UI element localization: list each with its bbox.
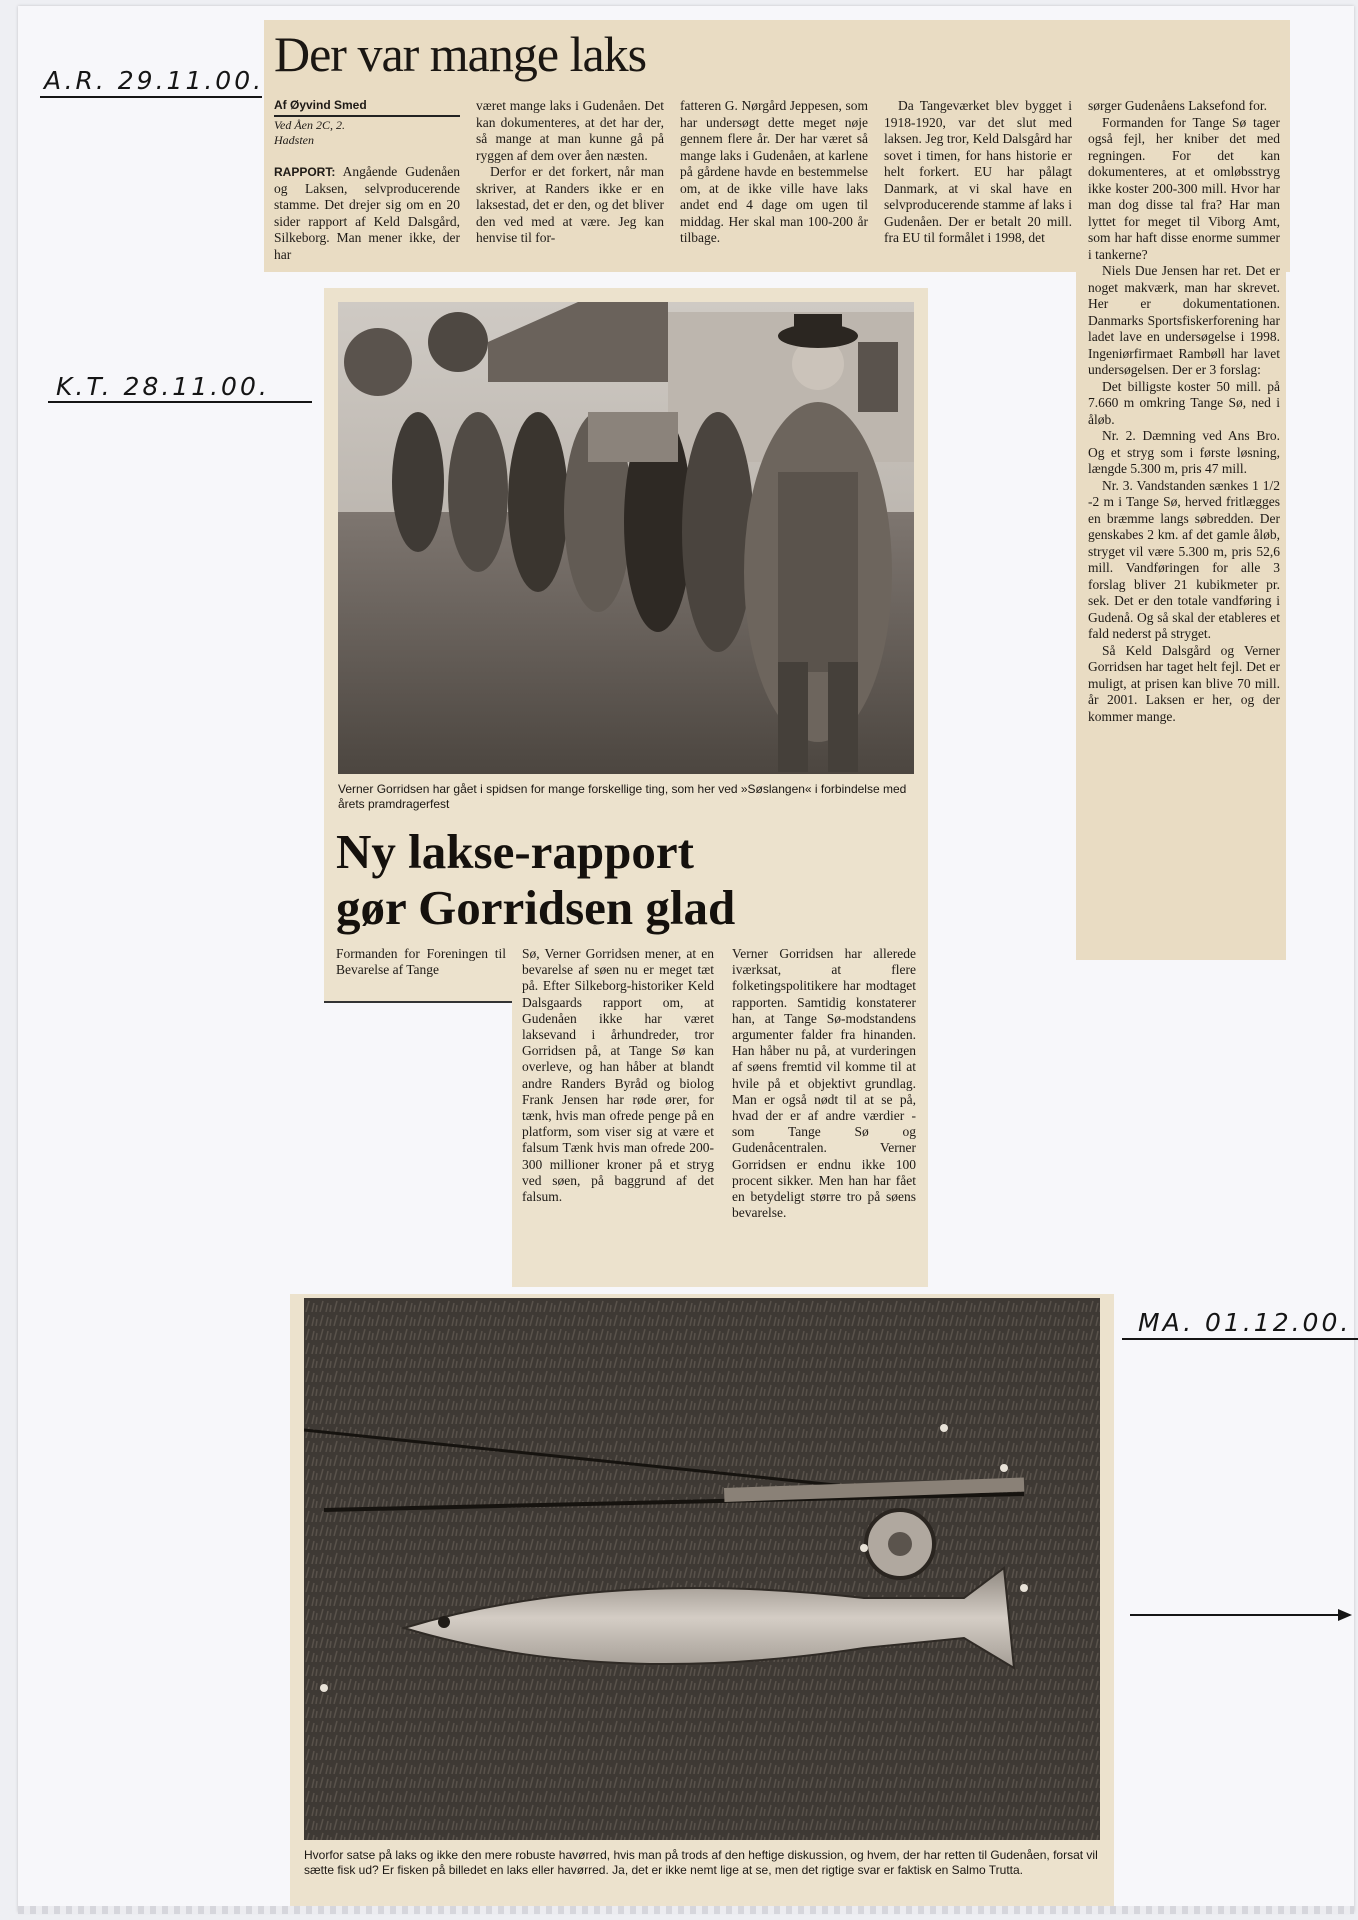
- article2-column-1: Formanden for Foreningen til Bevarelse af Tange: [336, 946, 506, 978]
- parade-photo-caption: Verner Gorridsen har gået i spidsen for mange forskellige ting, som her ved »Søslangen« i forbindelse med årets pramdragerfest: [338, 782, 907, 811]
- note-ma-underline: [1122, 1338, 1358, 1340]
- article1-headline: Der var mange laks: [274, 26, 647, 82]
- article1-column-2: været mange laks i Gudenåen. Det kan dokumenteres, at det har der, så mange at man kunne gå på ryggen af dem over åen næsten. Derfor er det forkert, når man skriver, at Randers ikke er en laksestad, det er den, og det bliver den ved med at være. Jeg kan henvise til for-: [476, 98, 664, 245]
- article2-column-3: Verner Gorridsen har allerede iværksat, at flere folketingspolitikere har modtaget rapporten. Samtidig konstaterer han, at Tange Sø-modstandens argumenter falder fra hinanden. Han håber nu på, at vurderingen af søens fremtid vil komme til at hvile på et objektivt grundlag. Man er også nødt til at se på, hvad der er af andre værdier - som Tange Sø og Gudenåcentralen. Verner Gorridsen er endnu ikke 100 procent sikker. Men han har fået en betydeligt større tro på søens bevarelse.: [732, 946, 916, 1221]
- article1-address: Ved Åen 2C, 2. Hadsten: [274, 118, 345, 147]
- page-bottom-edge: [18, 1906, 1354, 1914]
- article1-byline: Af Øyvind Smed: [274, 98, 367, 112]
- arrow-right-icon: [1338, 1609, 1352, 1621]
- parade-photo: [338, 302, 914, 774]
- note-kt-date: K.T. 28.11.00.: [56, 372, 270, 401]
- note-kt-underline: [48, 401, 312, 403]
- article1-column-5: sørger Gudenåens Laksefond for. Formanden for Tange Sø tager også fejl, her kniber det med regningen. For det kan dokumenteres, at et omløbsstryg ikke koster 200-300 mill. Hvor har man dog disse tal fra? Har man lyttet for meget til Viborg Amt, som har haft disse enorme summer i tankerne? Niels Due Jensen har ret. Det er noget makværk, man har skrevet. Her er dokumentationen. Danmarks Sportsfiskerforening har ladet lave en undersøgelse i 1998. Ingeniørfirmaet Rambøll har lavet undersøgelsen. Der er 3 forslag: Det billigste koster 50 mill. på 7.660 m omkring Tange Sø, ned i åløb. Nr. 2. Dæmning ved Ans Bro. Og et stryg som i første løsning, længde 5.300 m, pris 47 mill. Nr. 3. Vandstanden sænkes 1 1/2 -2 m i Tange Sø, herved fritlægges en bræmme langs søbredden. Der genskabes 2 km. af det gamle åløb, stryget vil være 5.300 m, pris 52,6 mill. Vandføringen for alle 3 forslag bliver 21 kubikmeter pr. sek. Det er den totale vandføring i Gudenå. Og så skal der etableres et fald nederst på stryget. Så Keld Dalsgård og Verner Gorridsen har taget helt fejl. Det er muligt, at prisen kan blive 70 mill. år 2001. Laksen er her, og der kommer mange.: [1088, 98, 1280, 724]
- article1-column-4: Da Tangeværket blev bygget i 1918-1920, var det slut med laksen. Jeg tror, Keld Dalsgård har sovet i timen, for hans historie er helt forkert. EU har pålagt Danmark, at vi skal have en selvproducerende stamme af laks i Gudenåen. Der er betalt 20 mill. fra EU til formålet i 1998, det: [884, 98, 1072, 245]
- note-ar-date: A.R. 29.11.00.: [44, 66, 265, 95]
- note-ma-date: MA. 01.12.00.: [1138, 1308, 1352, 1337]
- note-ar-underline: [40, 96, 262, 98]
- article2-cut-line: [324, 1001, 512, 1003]
- article1-column-1: RAPPORT: Angående Gudenåen og Laksen, selvproducerende stamme. Det drejer sig om en 20 sider rapport af Keld Dalsgård, Silkeborg. Man mener ikke, der har: [274, 164, 460, 262]
- fish-photo: [304, 1298, 1100, 1840]
- article2-column-2: Sø, Verner Gorridsen mener, at en bevarelse af søen nu er meget tæt på. Efter Silkeborg-historiker Keld Dalsgaards rapport om, at Gudenåen ikke har været laksevand i århundreder, tror Gorridsen på, at Tange Sø kan overleve, og han håber at blandt andre Randers Byråd og biolog Frank Jensen har røde ører, for tænk, hvis man ofrede penge på en platform, som viser sig at være et falsum Tænk hvis man ofrede 200-300 millioner kroner på et stryg ved søen, på baggrund af det falsum.: [522, 946, 714, 1205]
- fish-photo-caption: Hvorfor satse på laks og ikke den mere robuste havørred, hvis man på trods af den heftige diskussion, og hvem, der har retten til Gudenåen, forsat vil sætte fisk ud? Er fisken på billedet en laks eller havørred. Ja, det er ikke nemt lige at se, men det rigtige svar er faktisk en Salmo Trutta.: [304, 1848, 1098, 1877]
- article2-headline: Ny lakse-rapport gør Gorridsen glad: [336, 824, 736, 935]
- byline-rule: [274, 115, 460, 117]
- article1-column-3: fatteren G. Nørgård Jeppesen, som har undersøgt dette meget nøje gennem flere år. Der har været så mange laks i Gudenåen, at karlene på gårdene havde en bestemmelse om, at de ikke ville have laks andet end 4 dage om ugen til middag. Her skal man 100-200 år tilbage.: [680, 98, 868, 245]
- continue-arrow-line: [1130, 1614, 1342, 1616]
